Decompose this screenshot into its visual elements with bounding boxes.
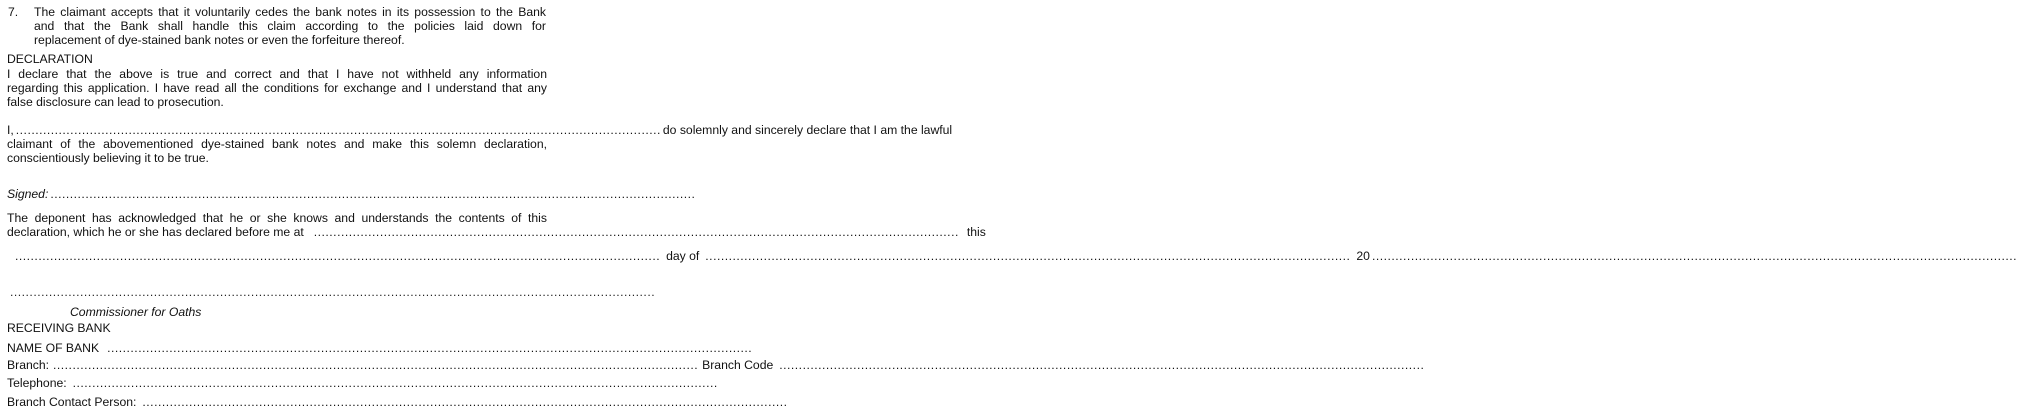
deponent-line-2 <box>7 225 986 239</box>
month-field[interactable]: ...................................................................................................................................................................... <box>705 249 1351 263</box>
date-row <box>15 249 2017 263</box>
signed-row <box>7 187 696 201</box>
declaration-line-2: regarding this application. I have read all the conditions for exchange and I understand that any <box>7 81 547 95</box>
bank-name-label: NAME OF BANK <box>7 341 100 355</box>
commissioner-label: Commissioner for Oaths <box>70 305 202 319</box>
year-prefix: 20 <box>1356 249 1370 263</box>
deponent-line-2-start: declaration, which he or she has declared before me at <box>7 225 304 239</box>
signed-label: Signed: <box>7 187 49 201</box>
signature-field[interactable]: ...................................................................................................................................................................... <box>50 187 696 201</box>
contact-person-label: Branch Contact Person: <box>7 395 137 409</box>
year-field[interactable]: ...................................................................................................................................................................... <box>1371 249 2017 263</box>
day-field[interactable]: ...................................................................................................................................................................... <box>15 249 661 263</box>
deponent-line-1: The deponent has acknowledged that he or she knows and understands the contents of this <box>7 211 547 225</box>
oath-line-3: conscientiously believing it to be true. <box>7 151 209 165</box>
telephone-field[interactable]: ...................................................................................................................................................................... <box>72 376 718 390</box>
bank-name-field[interactable]: ...................................................................................................................................................................... <box>107 341 753 355</box>
place-field[interactable]: ...................................................................................................................................................................... <box>313 225 959 239</box>
telephone-row <box>7 376 718 390</box>
deponent-name-field[interactable]: ...................................................................................................................................................................... <box>15 123 661 137</box>
branch-row <box>7 358 1425 372</box>
branch-code-label: Branch Code <box>702 358 774 372</box>
day-of-label: day of <box>666 249 700 263</box>
oath-line-1 <box>7 123 953 137</box>
bank-name-row <box>7 341 753 355</box>
deponent-line-2-end: this <box>966 225 986 239</box>
clause-number: 7. <box>8 5 19 19</box>
branch-field[interactable]: ...................................................................................................................................................................... <box>53 358 699 372</box>
oath-line-1-tail: do solemnly and sincerely declare that I am the lawful <box>662 123 953 137</box>
declaration-line-3: false disclosure can lead to prosecution. <box>7 95 224 109</box>
clause-7-line-3: replacement of dye-stained bank notes or even the forfeiture thereof. <box>34 33 405 47</box>
commissioner-signature-field[interactable]: ...................................................................................................................................................................... <box>10 285 656 299</box>
telephone-label: Telephone: <box>7 376 67 390</box>
clause-7-line-2: and that the Bank shall handle this claim according to the policies laid down for <box>34 19 546 33</box>
declaration-heading: DECLARATION <box>7 52 93 66</box>
oath-line-2: claimant of the abovementioned dye-stained bank notes and make this solemn declaration, <box>7 137 547 151</box>
contact-person-field[interactable]: ...................................................................................................................................................................... <box>142 395 788 409</box>
clause-7-line-1: The claimant accepts that it voluntarily cedes the bank notes in its possession to the Bank <box>34 5 546 19</box>
branch-label: Branch: <box>7 358 50 372</box>
oath-prefix: I, <box>7 123 14 137</box>
receiving-bank-heading: RECEIVING BANK <box>7 321 111 335</box>
branch-code-field[interactable]: ...................................................................................................................................................................... <box>779 358 1425 372</box>
contact-person-row <box>7 395 788 409</box>
declaration-line-1: I declare that the above is true and correct and that I have not withheld any information <box>7 67 547 81</box>
